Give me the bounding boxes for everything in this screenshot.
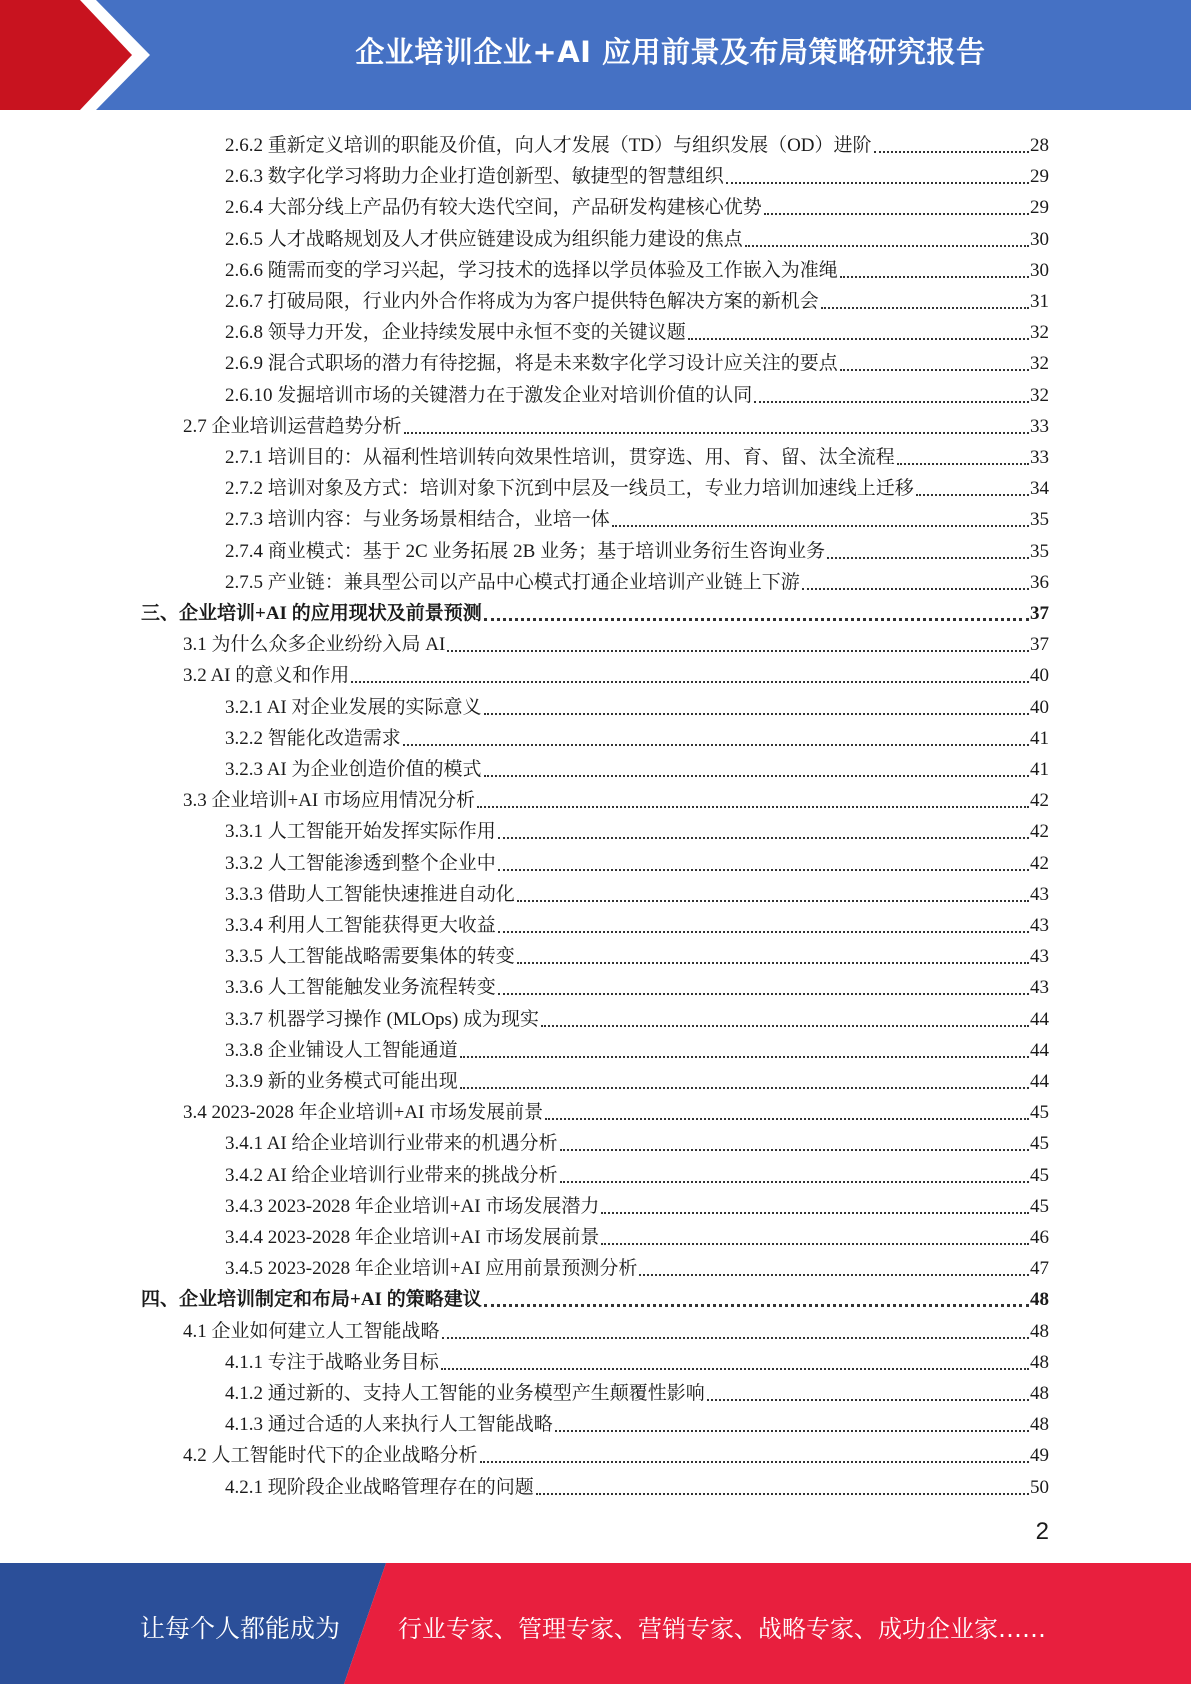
toc-entry-title: 3.3.8 企业铺设人工智能通道 [225, 1039, 458, 1061]
toc-entry-page: 46 [1030, 1227, 1049, 1248]
footer-slogan-right: 行业专家、管理专家、营销专家、战略专家、成功企业家…… [398, 1615, 1046, 1643]
toc-entry-page: 48 [1030, 1351, 1049, 1373]
toc-entry[interactable] [225, 719, 1049, 750]
toc-entry-title: 3.4 2023-2028 年企业培训+AI 市场发展前景 [183, 1102, 544, 1124]
toc-entry-page: 45 [1030, 1133, 1049, 1155]
toc-entry-page: 44 [1030, 1008, 1049, 1030]
toc-entry-title: 3.1 为什么众多企业纷纷入局 AI [183, 634, 446, 656]
toc-entry[interactable] [141, 1280, 1049, 1311]
toc-entry[interactable] [225, 469, 1049, 500]
header-banner [0, 0, 1191, 110]
toc-dot-leader [764, 199, 1029, 215]
toc-entry-page: 31 [1030, 291, 1049, 312]
toc-entry[interactable] [225, 220, 1049, 251]
toc-entry-page: 41 [1030, 727, 1049, 749]
toc-entry[interactable] [225, 750, 1049, 781]
toc-dot-leader [601, 1198, 1029, 1214]
toc-entry[interactable] [183, 781, 1049, 812]
toc-dot-leader [541, 1011, 1029, 1027]
toc-dot-leader [821, 293, 1029, 309]
footer-slogan-left: 让每个人都能成为 [140, 1614, 341, 1643]
toc-entry-page: 47 [1030, 1258, 1049, 1280]
toc-entry-title: 3.2.2 智能化改造需求 [225, 727, 401, 749]
toc-entry-page: 45 [1030, 1102, 1049, 1124]
toc-dot-leader [707, 1385, 1029, 1401]
toc-entry-page: 37 [1030, 603, 1049, 624]
toc-entry[interactable] [225, 251, 1049, 282]
toc-entry-page: 40 [1030, 696, 1049, 718]
toc-entry-title: 2.6.4 大部分线上产品仍有较大迭代空间，产品研发构建核心优势 [225, 197, 762, 219]
toc-entry[interactable] [183, 625, 1049, 656]
toc-entry-title: 3.3.2 人工智能渗透到整个企业中 [225, 852, 496, 874]
toc-entry-page: 33 [1030, 447, 1049, 468]
toc-entry-title: 3.4.3 2023-2028 年企业培训+AI 市场发展潜力 [225, 1195, 600, 1217]
toc-entry[interactable] [225, 1062, 1049, 1093]
toc-entry-page: 44 [1030, 1039, 1049, 1061]
toc-entry[interactable] [225, 313, 1049, 344]
page-number: 2 [1035, 1518, 1049, 1545]
toc-entry[interactable] [225, 812, 1049, 843]
toc-entry[interactable] [225, 532, 1049, 563]
toc-entry-page: 43 [1030, 883, 1049, 905]
toc-entry[interactable] [183, 1093, 1049, 1124]
toc-entry-title: 2.6.5 人才战略规划及人才供应链建设成为组织能力建设的焦点 [225, 228, 743, 250]
toc-entry[interactable] [183, 1312, 1049, 1343]
toc-dot-leader [517, 948, 1029, 964]
toc-entry[interactable] [225, 157, 1049, 188]
toc-dot-leader [545, 1104, 1029, 1120]
toc-entry-page: 45 [1030, 1164, 1049, 1186]
toc-dot-leader [688, 324, 1029, 340]
toc-dot-leader [404, 418, 1029, 434]
toc-entry[interactable] [225, 1468, 1049, 1499]
toc-entry-page: 44 [1030, 1071, 1049, 1092]
toc-dot-leader [840, 262, 1029, 278]
toc-entry-page: 42 [1030, 790, 1049, 812]
toc-entry-title: 3.4.5 2023-2028 年企业培训+AI 应用前景预测分析 [225, 1258, 638, 1280]
toc-entry-title: 3.3.3 借助人工智能快速推进自动化 [225, 883, 515, 905]
toc-entry[interactable] [225, 688, 1049, 719]
toc-dot-leader [601, 1229, 1029, 1245]
toc-entry-title: 3.4.4 2023-2028 年企业培训+AI 市场发展前景 [225, 1227, 600, 1248]
toc-entry[interactable] [141, 594, 1049, 625]
toc-dot-leader [460, 1073, 1029, 1089]
toc-entry[interactable] [225, 968, 1049, 999]
document-title: 企业培训企业+AI 应用前景及布局策略研究报告 [355, 34, 986, 69]
toc-entry-page: 28 [1030, 135, 1049, 156]
toc-entry[interactable] [225, 1187, 1049, 1218]
toc-dot-leader [403, 730, 1029, 746]
toc-entry-page: 43 [1030, 915, 1049, 936]
toc-entry[interactable] [225, 1124, 1049, 1155]
toc-entry-title: 4.1.2 通过新的、支持人工智能的业务模型产生颠覆性影响 [225, 1383, 705, 1404]
toc-entry[interactable] [225, 1249, 1049, 1280]
toc-entry[interactable] [225, 1405, 1049, 1436]
toc-dot-leader [560, 1135, 1029, 1151]
toc-entry-page: 48 [1030, 1289, 1049, 1311]
toc-entry[interactable] [225, 906, 1049, 937]
toc-entry[interactable] [225, 282, 1049, 313]
toc-dot-leader [442, 1323, 1029, 1339]
toc-entry[interactable] [183, 1436, 1049, 1467]
toc-entry-title: 3.4.1 AI 给企业培训行业带来的机遇分析 [225, 1133, 558, 1155]
toc-entry-title: 3.3 企业培训+AI 市场应用情况分析 [183, 790, 476, 812]
toc-dot-leader [484, 1290, 1029, 1307]
toc-dot-leader [477, 792, 1029, 808]
toc-entry-title: 四、企业培训制定和布局+AI 的策略建议 [141, 1289, 482, 1311]
toc-dot-leader [460, 1042, 1029, 1058]
toc-dot-leader [351, 667, 1029, 683]
toc-entry-page: 37 [1030, 634, 1049, 656]
toc-dot-leader [745, 231, 1029, 247]
toc-entry[interactable] [225, 1000, 1049, 1031]
toc-entry-page: 48 [1030, 1414, 1049, 1436]
toc-entry-title: 3.3.5 人工智能战略需要集体的转变 [225, 946, 515, 968]
toc-entry-page: 43 [1030, 977, 1049, 999]
toc-entry[interactable] [225, 500, 1049, 531]
toc-entry-title: 2.7.5 产业链：兼具型公司以产品中心模式打通企业培训产业链上下游 [225, 571, 800, 593]
toc-entry[interactable] [225, 344, 1049, 375]
toc-entry-title: 4.2 人工智能时代下的企业战略分析 [183, 1445, 478, 1467]
toc-entry-title: 2.6.3 数字化学习将助力企业打造创新型、敏捷型的智慧组织 [225, 166, 724, 188]
toc-entry[interactable] [225, 1156, 1049, 1187]
toc-entry-page: 30 [1030, 228, 1049, 250]
toc-dot-leader [560, 1167, 1029, 1183]
toc-entry-page: 35 [1030, 540, 1049, 562]
toc-entry-title: 2.7.2 培训对象及方式：培训对象下沉到中层及一线员工，专业力培训加速线上迁移 [225, 478, 914, 500]
toc-entry[interactable] [225, 1031, 1049, 1062]
toc-entry-page: 41 [1030, 759, 1049, 780]
toc-dot-leader [498, 823, 1029, 839]
toc-dot-leader [484, 699, 1029, 715]
toc-entry-title: 4.1.1 专注于战略业务目标 [225, 1351, 439, 1373]
toc-entry-page: 49 [1030, 1445, 1049, 1467]
toc-entry[interactable] [225, 188, 1049, 219]
toc-entry-title: 3.4.2 AI 给企业培训行业带来的挑战分析 [225, 1164, 558, 1186]
toc-dot-leader [517, 886, 1029, 902]
toc-dot-leader [612, 511, 1029, 527]
toc-entry-page: 33 [1030, 415, 1049, 437]
toc-entry-page: 30 [1030, 259, 1049, 281]
toc-entry-page: 48 [1030, 1383, 1049, 1404]
toc-entry-title: 3.3.7 机器学习操作 (MLOps) 成为现实 [225, 1008, 540, 1030]
toc-entry-title: 3.3.9 新的业务模式可能出现 [225, 1071, 458, 1092]
toc-entry-title: 2.6.10 发掘培训市场的关键潜力在于激发企业对培训价值的认同 [225, 384, 753, 406]
toc-dot-leader [536, 1479, 1029, 1495]
toc-entry-title: 3.3.4 利用人工智能获得更大收益 [225, 915, 496, 936]
toc-entry-page: 45 [1030, 1195, 1049, 1217]
toc-entry[interactable] [225, 875, 1049, 906]
toc-entry[interactable] [225, 376, 1049, 407]
toc-dot-leader [827, 543, 1029, 559]
toc-entry[interactable] [183, 407, 1049, 438]
toc-entry-title: 2.6.9 混合式职场的潜力有待挖掘，将是未来数字化学习设计应关注的要点 [225, 353, 838, 375]
toc-dot-leader [498, 917, 1029, 933]
toc-entry-title: 2.7 企业培训运营趋势分析 [183, 415, 402, 437]
toc-entry-page: 50 [1030, 1476, 1049, 1498]
toc-entry-title: 4.1.3 通过合适的人来执行人工智能战略 [225, 1414, 553, 1436]
toc-entry-title: 3.3.6 人工智能触发业务流程转变 [225, 977, 496, 999]
toc-dot-leader [726, 168, 1029, 184]
toc-entry-page: 32 [1030, 322, 1049, 344]
toc-entry-page: 48 [1030, 1320, 1049, 1342]
toc-entry-title: 4.1 企业如何建立人工智能战略 [183, 1320, 440, 1342]
toc-dot-leader [840, 355, 1029, 371]
toc-entry-page: 36 [1030, 571, 1049, 593]
toc-dot-leader [498, 855, 1029, 871]
toc-dot-leader [447, 636, 1029, 652]
toc-entry-page: 32 [1030, 384, 1049, 406]
toc-dot-leader [484, 604, 1029, 621]
toc-dot-leader [484, 761, 1029, 777]
toc-entry[interactable] [225, 563, 1049, 594]
toc-entry[interactable] [225, 438, 1049, 469]
toc-dot-leader [480, 1447, 1029, 1463]
toc-entry[interactable] [225, 844, 1049, 875]
toc-entry-title: 2.6.8 领导力开发，企业持续发展中永恒不变的关键议题 [225, 322, 686, 344]
toc-entry-page: 29 [1030, 197, 1049, 219]
toc-entry-title: 2.7.1 培训目的：从福利性培训转向效果性培训，贯穿选、用、育、留、汰全流程 [225, 447, 895, 468]
toc-entry-title: 3.2 AI 的意义和作用 [183, 665, 350, 687]
toc-entry-title: 2.7.3 培训内容：与业务场景相结合，业培一体 [225, 509, 610, 531]
toc-dot-leader [555, 1416, 1029, 1432]
toc-entry-title: 三、企业培训+AI 的应用现状及前景预测 [141, 603, 482, 624]
toc-dot-leader [897, 449, 1029, 465]
toc-dot-leader [441, 1354, 1029, 1370]
toc-entry-title: 3.2.1 AI 对企业发展的实际意义 [225, 696, 482, 718]
toc-dot-leader [639, 1260, 1029, 1276]
toc-entry-page: 29 [1030, 166, 1049, 188]
toc-entry-page: 34 [1030, 478, 1049, 500]
toc-entry-title: 3.2.3 AI 为企业创造价值的模式 [225, 759, 482, 780]
toc-entry-page: 42 [1030, 821, 1049, 843]
toc-entry[interactable] [225, 1218, 1049, 1249]
toc-entry-title: 2.7.4 商业模式：基于 2C 业务拓展 2B 业务；基于培训业务衍生咨询业务 [225, 540, 826, 562]
toc-dot-leader [802, 574, 1029, 590]
toc-dot-leader [498, 979, 1029, 995]
toc-entry[interactable] [225, 1374, 1049, 1405]
toc-entry-title: 2.6.2 重新定义培训的职能及价值，向人才发展（TD）与组织发展（OD）进阶 [225, 135, 872, 156]
toc-dot-leader [916, 480, 1029, 496]
toc-entry-page: 32 [1030, 353, 1049, 375]
toc-entry-title: 3.3.1 人工智能开始发挥实际作用 [225, 821, 496, 843]
toc-entry[interactable] [225, 1343, 1049, 1374]
toc-dot-leader [754, 387, 1029, 403]
toc-entry-page: 35 [1030, 509, 1049, 531]
toc-entry-title: 2.6.7 打破局限，行业内外合作将成为为客户提供特色解决方案的新机会 [225, 291, 819, 312]
toc-entry-title: 4.2.1 现阶段企业战略管理存在的问题 [225, 1476, 534, 1498]
toc-entry-title: 2.6.6 随需而变的学习兴起，学习技术的选择以学员体验及工作嵌入为准绳 [225, 259, 838, 281]
toc-entry[interactable] [183, 656, 1049, 687]
toc-entry-page: 40 [1030, 665, 1049, 687]
toc-entry[interactable] [225, 937, 1049, 968]
toc-dot-leader [874, 137, 1029, 153]
footer-banner [0, 1563, 1191, 1684]
toc-entry[interactable] [225, 126, 1049, 157]
toc-entry-page: 42 [1030, 852, 1049, 874]
toc-entry-page: 43 [1030, 946, 1049, 968]
